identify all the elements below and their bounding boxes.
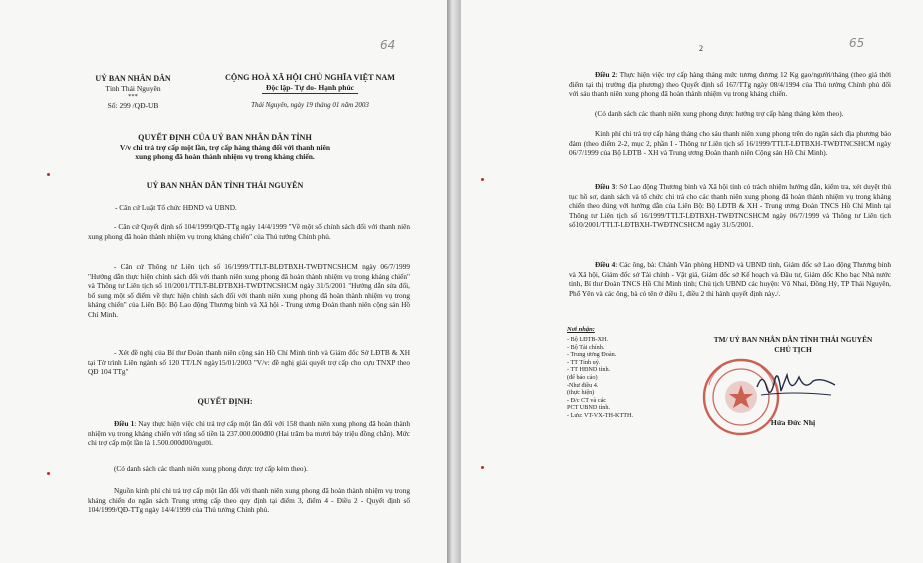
handwritten-page-number: 65 <box>849 36 865 50</box>
national-motto: Độc lập- Tự do- Hạnh phúc <box>266 83 354 92</box>
recipients-title: Nơi nhận: <box>567 326 595 333</box>
page-gutter <box>447 0 461 563</box>
document-page-1 <box>0 0 447 563</box>
handwritten-page-number: 64 <box>380 38 396 52</box>
article-3-text: : Sở Lao động Thương binh và Xã hội tỉnh có trách nhiệm hướng dẫn, kiểm tra, xét duyệt thủ tục hồ sơ, danh sách và tổ chức chi trả cho các thanh niên xung phong đã hoàn thành nhiệm vụ trong kháng chiến theo đúng với hướng dẫn của Liên Bộ: Bộ LĐTB & XH - Trung ương Đoàn TNCS Hồ Chí Minh tại Thông tư Liên tịch số 16/1999/TTLT-LĐTBXH-TWĐTNCSHCM ngày 06/7/1999 và Thông tư Liên tịch số10/2001/TTLT-LĐTBXH-TWĐTNCSHCM ngày 31/5/2001. <box>569 182 891 230</box>
article-1-note: (Có danh sách các thanh niên xung phong được trợ cấp kèm theo). <box>114 464 308 473</box>
legal-basis-1: - Căn cứ Luật Tổ chức HĐND và UBND. <box>115 203 237 212</box>
article-2-label: Điều 2 <box>595 70 616 79</box>
recipient-item: - Bộ Tài chính. <box>567 343 605 351</box>
decides-heading: QUYẾT ĐỊNH: <box>197 397 253 406</box>
article-4-text: : Các ông, bà: Chánh Văn phòng HĐND và UBND tỉnh, Giám đốc sở Lao động Thương binh và Xã hội, Giám đốc sở Tài chính - Vật giá, Giám đốc sở Kế hoạch và Đầu tư, Giám đốc Kho bạc Nhà nước tỉnh, Bí thư Đoàn TNCS Hồ Chí Minh tỉnh; Chủ tịch UBND các huyện: Võ Nhai, Đồng Hỷ, TP Thái Nguyên, Phổ Yên và các ông, bà có tên ở điều 1, điều 2 thi hành quyết định này./. <box>569 260 891 298</box>
decision-title: QUYẾT ĐỊNH CỦA UỶ BAN NHÂN DÂN TỈNH <box>138 133 312 142</box>
legal-basis-2: - Căn cứ Quyết định số 104/1999/QĐ-TTg ngày 14/4/1999 "Về một số chính sách đối với thanh niên xung phong đã hoàn thành nhiệm vụ trong kháng chiến" của Thủ tướng Chính phủ. <box>88 222 410 241</box>
article-1 <box>88 419 410 448</box>
article-2 <box>569 70 891 99</box>
recipient-item: -Như điều 4. <box>567 381 599 389</box>
recipient-item: - TT Tỉnh uỷ. <box>567 358 601 366</box>
org-name: UỶ BAN NHÂN DÂN <box>95 74 171 83</box>
decision-subtitle-line-1: V/v chi trả trợ cấp một lần, trợ cấp hàng tháng đối với thanh niên <box>119 143 331 152</box>
ornament-stars: *** <box>128 93 138 100</box>
recipient-item: - TT HĐND tỉnh. <box>567 366 611 374</box>
document-page-2 <box>461 0 923 563</box>
recipient-item: (để báo cáo) <box>567 373 598 381</box>
article-4 <box>569 260 891 298</box>
article-3-label: Điều 3 <box>595 182 616 191</box>
signer-role: CHỦ TỊCH <box>774 345 812 354</box>
recipient-item: - Bộ LĐTB-XH. <box>567 336 609 343</box>
article-1-label: Điều 1 <box>114 419 135 428</box>
page-number: 2 <box>699 44 703 53</box>
legal-basis-4: - Xét đề nghị của Bí thư Đoàn thanh niên cộng sản Hồ Chí Minh tỉnh và Giám đốc Sở LĐTB & XH tại Tờ trình Liên ngành số 120 TT/LN ngày15/01/2003 "V/v: đề nghị giải quyết trợ cấp cho cựu TNXP theo QĐ 104 TTg" <box>88 348 410 377</box>
article-3 <box>569 182 891 230</box>
decision-subtitle-line-2: xung phong đã hoàn thành nhiệm vụ trong kháng chiến. <box>135 152 315 161</box>
article-4-label: Điều 4 <box>595 260 616 269</box>
document-number: Số: 299 /QĐ-UB <box>107 101 159 110</box>
signer-name: Hứa Đức Nhị <box>770 418 816 427</box>
article-2-text: : Thực hiện việc trợ cấp hàng tháng mức tương đương 12 Kg gạo/người/tháng (theo giá thời điểm tại thị trường địa phương) theo Quyết định số 167/TTg ngày 08/4/1994 của Thủ tướng Chính phủ đối với sáu thanh niên xung phong đã hoàn thành nhiệm vụ trong kháng chiến. <box>569 70 891 99</box>
article-2-funding: Kinh phí chi trả trợ cấp hàng tháng cho sáu thanh niên xung phong trên do ngân sách địa phương bảo đảm (theo điểm 2-2, mục 2, phần I - Thông tư Liên tịch số 16/1999/TTLT-LĐTBXH-TWĐTNCSHCM ngày 06/7/1999 của Bộ LĐTB - XH và Trung ương Đoàn thanh niên Cộng sản Hồ Chí Minh). <box>569 129 891 158</box>
recipient-item: PCT UBND tỉnh. <box>567 404 611 412</box>
recipient-item: - Đ/c CT và các <box>567 396 607 404</box>
recipient-item: (thực hiện) <box>567 389 595 397</box>
legal-basis-3: - Căn cứ Thông tư Liên tịch số 16/1999/TTLT-BLĐTBXH-TWĐTNCSHCM ngày 06/7/1999 "Hướng dẫn thực hiện chính sách đối với thanh niên xung phong đã hoàn thành nhiệm vụ trong kháng chiến" và Thông tư Liên tịch số 10/2001/TTLT-BLĐTBXH-TWĐTNCSHCM ngày 31/5/2001 "Hướng dẫn sửa đổi, bổ sung một số điểm về thực hiện chính sách đối với thanh niên xung phong đã hoàn thành nhiệm vụ trong kháng chiến" của Liên Bộ: Bộ Lao động Thương binh và Xã hội - Trung ương Đoàn thanh niên cộng sản Hồ Chí Minh. <box>88 262 410 319</box>
signer-organization: TM/ UỶ BAN NHÂN DÂN TỈNH THÁI NGUYÊN <box>713 335 873 344</box>
recipient-item: - Lưu: VT-VX-TH-KTTH. <box>567 411 634 419</box>
place-and-date: Thái Nguyên, ngày 19 tháng 01 năm 2003 <box>251 101 369 109</box>
issuing-authority: UỶ BAN NHÂN DÂN TỈNH THÁI NGUYÊN <box>146 181 304 190</box>
province-name: Tỉnh Thái Nguyên <box>105 84 161 93</box>
article-2-note: (Có danh sách các thanh niên xung phong được hưởng trợ cấp hàng tháng kèm theo). <box>595 109 844 118</box>
country-heading: CỘNG HOÀ XÃ HỘI CHỦ NGHĨA VIỆT NAM <box>224 73 396 82</box>
funding-source: Nguồn kinh phí chi trả trợ cấp một lần đối với thanh niên xung phong đã hoàn thành nhiệm vụ trong kháng chiến do ngân sách Trung ương cấp theo quy định tại điểm 3, điểm 4 - Điều 2 - Quyết định số 104/1999/QĐ-TTg ngày 14/4/1999 của Thủ tướng Chính phủ. <box>88 486 410 515</box>
handwritten-signature <box>753 365 843 403</box>
article-1-text: : Nay thực hiện việc chi trả trợ cấp một lần đối với 158 thanh niên xung phong đã hoàn thành nhiệm vụ trong kháng chiến với tổng số tiền là 237.000.000đ00 (Hai trăm ba mươi bảy triệu đồng chẵn). Mức chi trợ cấp một lần là 1.500.000đ00/người. <box>88 419 410 448</box>
recipients-list <box>567 336 687 420</box>
recipient-item: - Trung ương Đoàn. <box>567 351 617 359</box>
